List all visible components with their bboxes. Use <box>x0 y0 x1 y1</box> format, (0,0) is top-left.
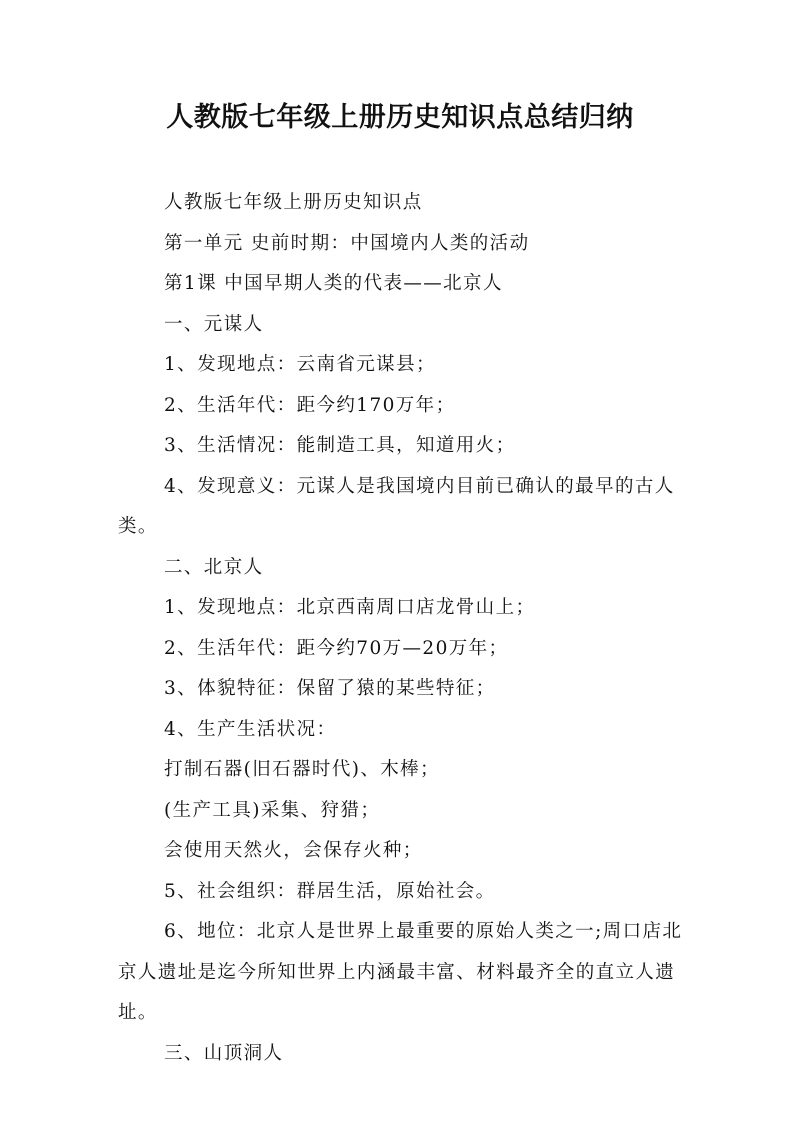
list-item: 2、生活年代：距今约70万—20万年； <box>164 637 509 659</box>
list-item: 4、生产生活状况： <box>164 718 337 740</box>
list-item: 4、发现意义：元谋人是我国境内目前已确认的最早的古人类。 <box>118 475 675 537</box>
list-item: 3、体貌特征：保留了猿的某些特征； <box>164 678 496 699</box>
list-item: (生产工具)采集、狩猎； <box>164 799 381 821</box>
section-heading-shandingdong: 三、山顶洞人 <box>164 1042 284 1064</box>
document-body <box>118 183 684 1074</box>
paragraph-lesson-heading: 第1课 中国早期人类的代表——北京人 <box>164 273 503 294</box>
list-item: 1、发现地点：云南省元谋县； <box>164 354 436 375</box>
list-item: 打制石器(旧石器时代)、木棒； <box>164 759 440 780</box>
list-item: 5、社会组织：群居生活，原始社会。 <box>164 880 496 902</box>
paragraph-unit-heading: 第一单元 史前时期：中国境内人类的活动 <box>164 232 530 254</box>
list-item: 6、地位：北京人是世界上最重要的原始人类之一;周口店北京人遗址是迄今所知世界上内涵最丰富、材料最齐全的直立人遗址。 <box>118 921 683 1023</box>
list-item: 1、发现地点：北京西南周口店龙骨山上； <box>164 597 536 618</box>
paragraph-subtitle: 人教版七年级上册历史知识点 <box>164 192 423 213</box>
list-item: 会使用天然火，会保存火种； <box>164 840 423 861</box>
list-item: 2、生活年代：距今约170万年； <box>164 394 456 416</box>
document-title: 人教版七年级上册历史知识点总结归纳 <box>166 102 634 133</box>
section-heading-beijing: 二、北京人 <box>164 556 264 578</box>
list-item: 3、生活情况：能制造工具，知道用火； <box>164 435 516 456</box>
section-heading-yuanmou: 一、元谋人 <box>164 313 264 335</box>
